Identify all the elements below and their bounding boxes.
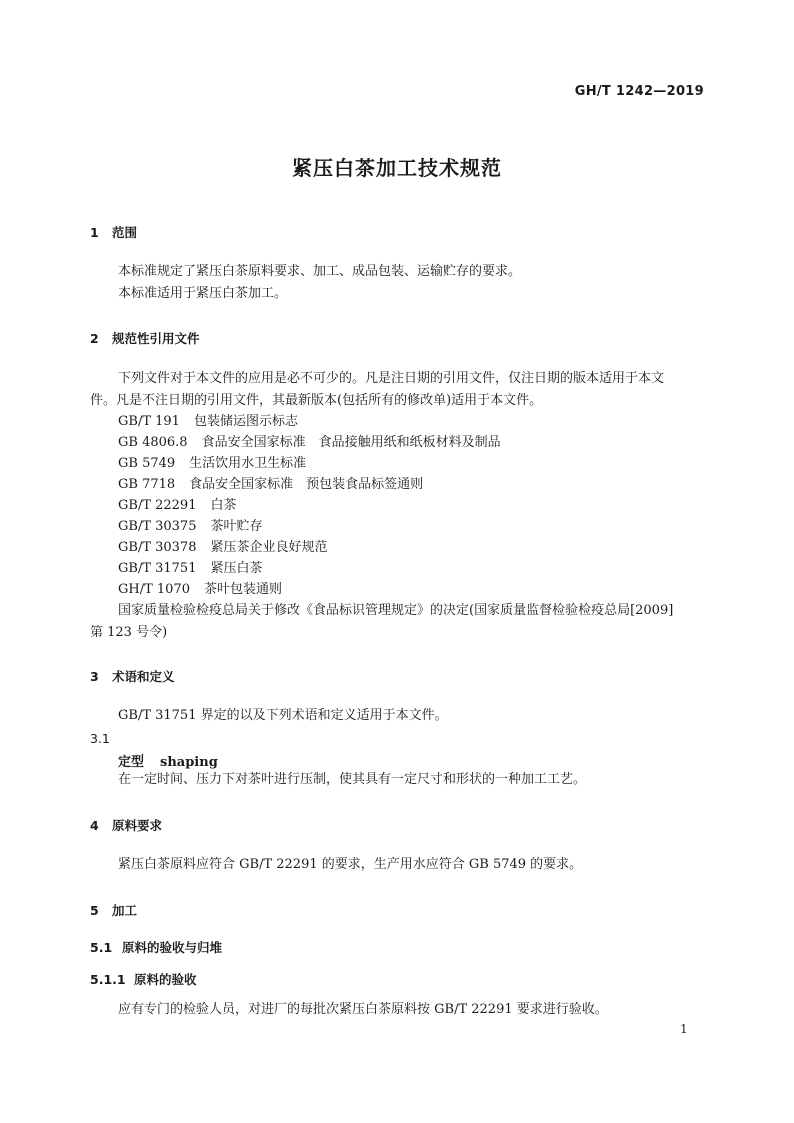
section-4-heading: 4 原料要求 xyxy=(90,818,163,833)
term-heading: 定型 shaping xyxy=(118,755,218,770)
reference-item: GB/T 30378 紧压茶企业良好规范 xyxy=(118,540,328,555)
paragraph: 第 123 号令) xyxy=(90,625,168,640)
reference-item: GB 4806.8 食品安全国家标准 食品接触用纸和纸板材料及制品 xyxy=(118,435,501,450)
paragraph: 下列文件对于本文件的应用是必不可少的。凡是注日期的引用文件，仅注日期的版本适用于本文 xyxy=(118,371,665,386)
reference-item: GH/T 1070 茶叶包装通则 xyxy=(118,582,283,597)
standard-code: GH/T 1242—2019 xyxy=(574,84,704,99)
paragraph: 紧压白茶原料应符合 GB/T 22291 的要求，生产用水应符合 GB 5749 的要求。 xyxy=(118,857,583,872)
section-2-heading: 2 规范性引用文件 xyxy=(90,331,200,346)
reference-item: GB 5749 生活饮用水卫生标准 xyxy=(118,456,307,471)
section-1-heading: 1 范围 xyxy=(90,225,138,240)
reference-item: GB/T 22291 白茶 xyxy=(118,498,237,513)
paragraph: 国家质量检验检疫总局关于修改《食品标识管理规定》的决定(国家质量监督检验检疫总局[2009] xyxy=(118,603,674,618)
reference-item: GB/T 30375 茶叶贮存 xyxy=(118,519,263,534)
term-number: 3.1 xyxy=(90,731,110,746)
paragraph: 本标准规定了紧压白茶原料要求、加工、成品包装、运输贮存的要求。 xyxy=(118,264,522,279)
reference-item: GB/T 191 包装储运图示标志 xyxy=(118,414,298,429)
section-3-heading: 3 术语和定义 xyxy=(90,669,175,684)
section-5-1-1-heading: 5.1.1 原料的验收 xyxy=(90,972,197,987)
reference-item: GB/T 31751 紧压白茶 xyxy=(118,561,263,576)
page-number: 1 xyxy=(680,1022,688,1036)
reference-item: GB 7718 食品安全国家标准 预包装食品标签通则 xyxy=(118,477,424,492)
document-title: 紧压白茶加工技术规范 xyxy=(292,156,502,180)
paragraph: GB/T 31751 界定的以及下列术语和定义适用于本文件。 xyxy=(118,708,448,723)
section-5-heading: 5 加工 xyxy=(90,903,138,918)
paragraph: 本标准适用于紧压白茶加工。 xyxy=(118,286,288,301)
paragraph: 件。凡是不注日期的引用文件，其最新版本(包括所有的修改单)适用于本文件。 xyxy=(90,393,543,408)
paragraph: 应有专门的检验人员，对进厂的每批次紧压白茶原料按 GB/T 22291 要求进行验收。 xyxy=(118,1002,608,1017)
term-definition: 在一定时间、压力下对茶叶进行压制，使其具有一定尺寸和形状的一种加工工艺。 xyxy=(118,772,587,787)
section-5-1-heading: 5.1 原料的验收与归堆 xyxy=(90,940,223,955)
